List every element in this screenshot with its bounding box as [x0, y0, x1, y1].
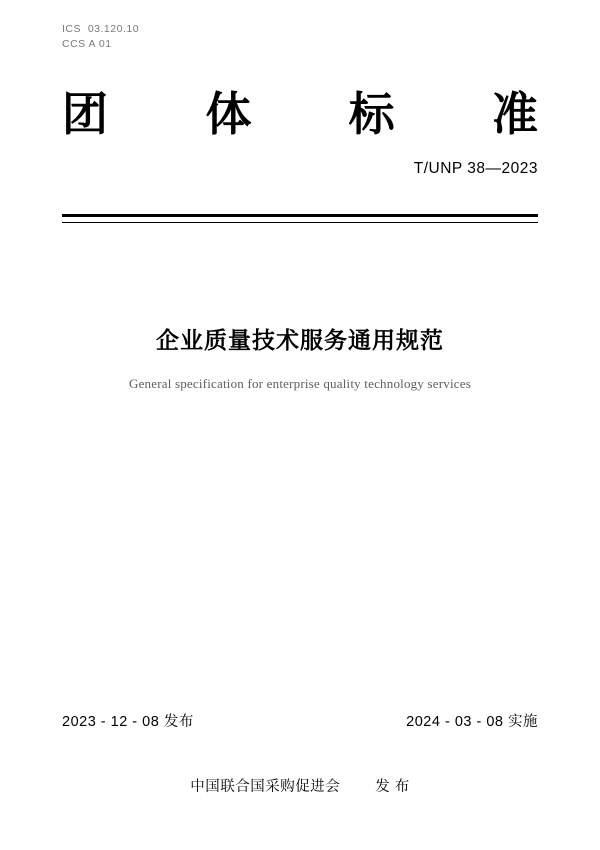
standard-number: T/UNP 38—2023	[413, 160, 538, 177]
effective-date: 2024 - 03 - 08 实施	[406, 714, 538, 730]
publisher-name: 中国联合国采购促进会	[190, 779, 341, 795]
publisher-line	[0, 775, 600, 796]
cover-big-title	[62, 88, 538, 140]
classification-codes	[62, 22, 139, 52]
big-title-char-2: 体	[205, 88, 252, 140]
ccs-code: CCS A 01	[62, 38, 112, 50]
big-title-char-1: 团	[62, 88, 108, 140]
publish-label: 发 布	[375, 779, 410, 795]
document-title-chinese: 企业质量技术服务通用规范	[156, 327, 444, 353]
ics-code: ICS 03.120.10	[62, 23, 140, 35]
big-title-char-4: 准	[491, 88, 538, 140]
document-title-english: General specification for enterprise quality technology services	[128, 376, 471, 391]
divider-thick	[62, 214, 538, 217]
big-title-char-3: 标	[348, 88, 395, 140]
date-row	[62, 710, 538, 731]
issue-date: 2023 - 12 - 08 发布	[62, 714, 194, 730]
divider-thin	[62, 222, 538, 223]
